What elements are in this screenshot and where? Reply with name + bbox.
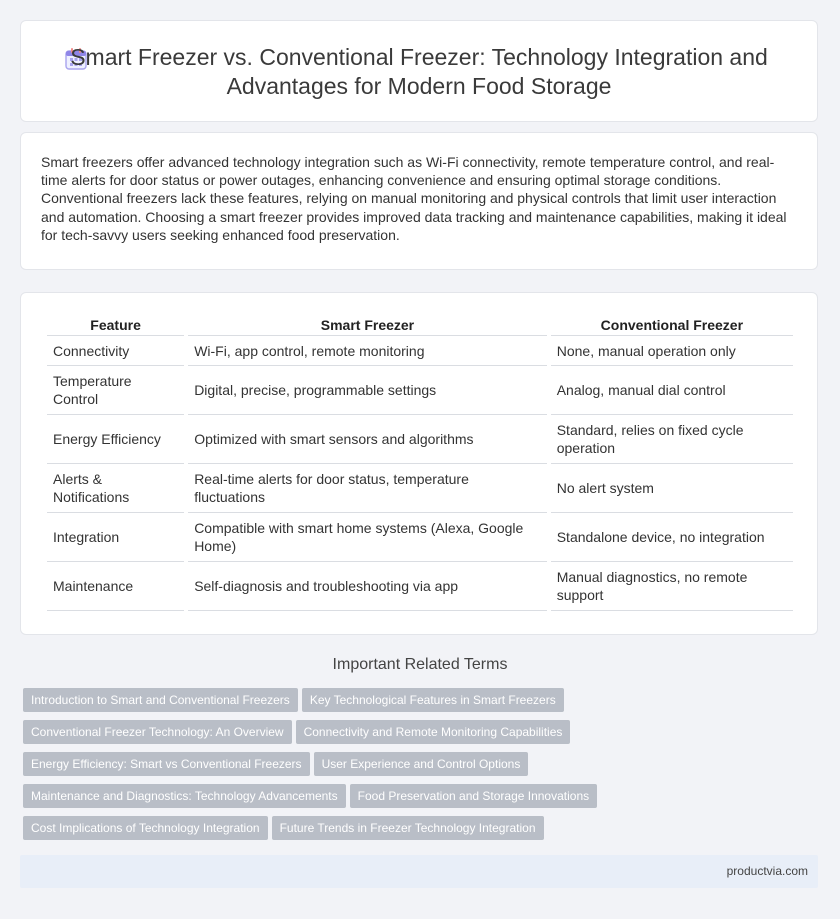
related-term-tag[interactable]: Conventional Freezer Technology: An Overview <box>23 720 292 744</box>
comparison-table-card <box>20 292 818 635</box>
table-row <box>47 336 793 366</box>
comparison-table <box>43 315 797 611</box>
title-card <box>20 20 818 122</box>
footer <box>20 855 818 888</box>
table-cell: Connectivity <box>47 336 184 366</box>
related-term-tag[interactable]: Maintenance and Diagnostics: Technology Advancements <box>23 784 346 808</box>
table-cell: None, manual operation only <box>551 336 793 366</box>
table-cell: Wi-Fi, app control, remote monitoring <box>188 336 547 366</box>
table-cell: Standalone device, no integration <box>551 513 793 562</box>
table-row <box>47 513 793 562</box>
related-term-tag[interactable]: Food Preservation and Storage Innovations <box>350 784 597 808</box>
description-text: Smart freezers offer advanced technology integration such as Wi-Fi connectivity, remote temperature control, and real-time alerts for door status or power outages, enhancing convenience and ensuring optimal storage conditions. Conventional freezers lack these features, relying on manual monitoring and physical controls that limit user interaction and automation. Choosing a smart freezer provides improved data tracking and maintenance capabilities, making it ideal for tech-savvy users seeking enhanced food preservation. <box>41 154 787 243</box>
table-cell: Optimized with smart sensors and algorithms <box>188 415 547 464</box>
table-cell: Real-time alerts for door status, temperature fluctuations <box>188 464 547 513</box>
related-term-tag[interactable]: Energy Efficiency: Smart vs Conventional Freezers <box>23 752 310 776</box>
table-cell: Self-diagnosis and troubleshooting via app <box>188 562 547 611</box>
related-term-tag[interactable]: Future Trends in Freezer Technology Integration <box>272 816 544 840</box>
table-cell: Temperature Control <box>47 366 184 415</box>
header-feature: Feature <box>47 315 184 336</box>
table-cell: Integration <box>47 513 184 562</box>
related-term-tag[interactable]: Key Technological Features in Smart Freezers <box>302 688 564 712</box>
page-title: Smart Freezer vs. Conventional Freezer: Technology Integration and Advantages for Modern Food Storage <box>70 44 768 99</box>
table-cell: No alert system <box>551 464 793 513</box>
table-cell: Energy Efficiency <box>47 415 184 464</box>
header-smart-freezer: Smart Freezer <box>188 315 547 336</box>
description-card <box>20 132 818 270</box>
related-term-tag[interactable]: User Experience and Control Options <box>314 752 529 776</box>
table-row <box>47 562 793 611</box>
table-row <box>47 366 793 415</box>
table-cell: Maintenance <box>47 562 184 611</box>
header-conventional-freezer: Conventional Freezer <box>551 315 793 336</box>
table-cell: Analog, manual dial control <box>551 366 793 415</box>
related-term-tag[interactable]: Connectivity and Remote Monitoring Capabilities <box>296 720 571 744</box>
related-terms-list <box>23 688 623 848</box>
related-term-tag[interactable]: Cost Implications of Technology Integration <box>23 816 268 840</box>
table-cell: Standard, relies on fixed cycle operation <box>551 415 793 464</box>
footer-site-link[interactable]: productvia.com <box>726 864 808 878</box>
related-term-tag[interactable]: Introduction to Smart and Conventional Freezers <box>23 688 298 712</box>
table-header-row <box>47 315 793 336</box>
table-cell: Alerts & Notifications <box>47 464 184 513</box>
table-cell: Digital, precise, programmable settings <box>188 366 547 415</box>
table-cell: Compatible with smart home systems (Alexa, Google Home) <box>188 513 547 562</box>
table-row <box>47 464 793 513</box>
table-cell: Manual diagnostics, no remote support <box>551 562 793 611</box>
related-terms-title: Important Related Terms <box>332 656 508 673</box>
table-row <box>47 415 793 464</box>
